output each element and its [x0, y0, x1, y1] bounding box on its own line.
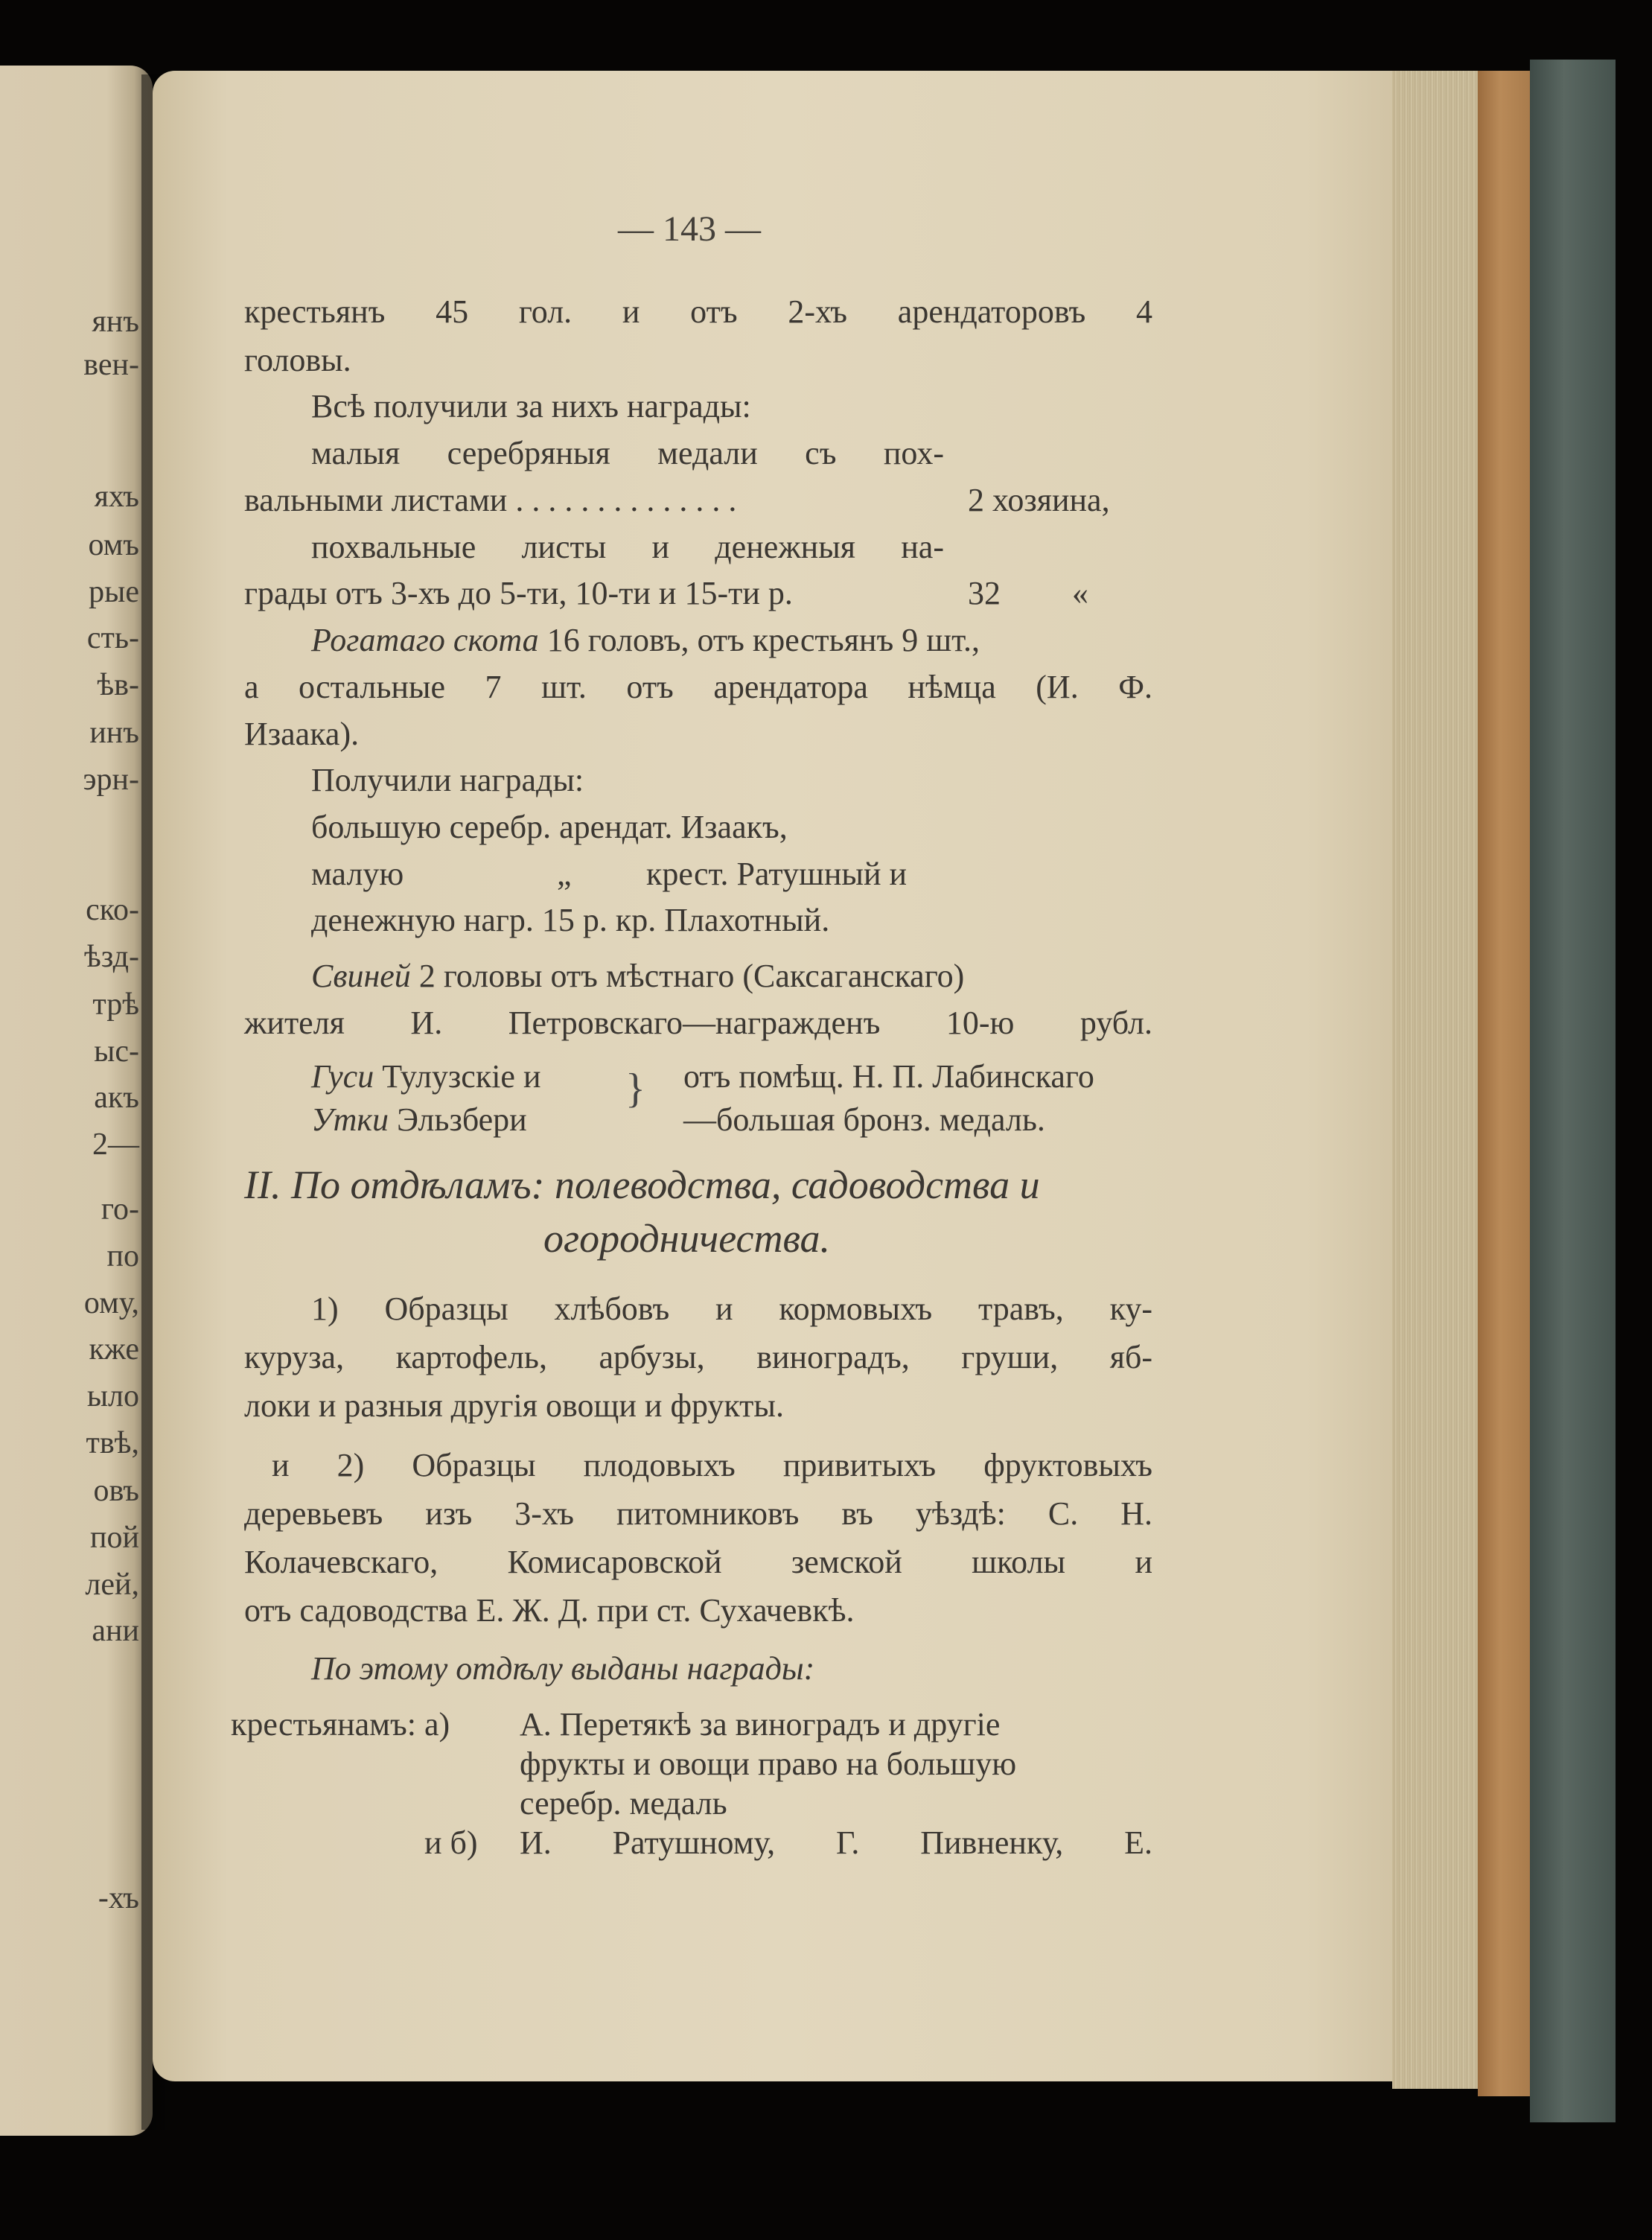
- text-line: и 2) Образцы плодовыхъ привитыхъ фруктовыхъ: [272, 1447, 1152, 1483]
- left-fragment: овъ: [93, 1474, 139, 1508]
- text-line: деревьевъ изъ 3-хъ питомниковъ въ уѣздѣ: С. Н.: [244, 1495, 1152, 1532]
- text-line: денежную нагр. 15 р. кр. Плахотный.: [311, 902, 830, 938]
- text-line: отъ помѣщ. Н. П. Лабинскаго: [683, 1058, 1094, 1095]
- text-line: Изаака).: [244, 716, 360, 752]
- text-line: „: [557, 856, 572, 892]
- left-fragment: ани: [92, 1614, 139, 1648]
- left-fragment: -хъ: [98, 1881, 139, 1915]
- left-fragment: пой: [90, 1521, 139, 1555]
- text-line: [311, 621, 980, 659]
- text-line: А. Перетякѣ за виноградъ и другіе: [520, 1706, 1001, 1743]
- left-fragment: 2—: [92, 1127, 139, 1162]
- left-fragment: ыло: [86, 1379, 139, 1413]
- left-fragment: лей,: [85, 1568, 139, 1602]
- left-fragment: го-: [101, 1192, 139, 1226]
- left-fragment: янъ: [92, 305, 139, 339]
- brace: }: [625, 1066, 645, 1112]
- book-board: [1530, 60, 1616, 2122]
- left-page: [0, 66, 153, 2136]
- left-fragment: ско-: [86, 893, 139, 927]
- left-fragment: кже: [89, 1332, 139, 1366]
- text-line: По этому отдѣлу выданы награды:: [311, 1650, 815, 1687]
- left-fragment: инъ: [89, 716, 139, 750]
- text-line: [311, 1057, 541, 1095]
- text-line: а остальные 7 шт. отъ арендатора нѣмца (И. Ф.: [244, 669, 1152, 705]
- page-edges: [1392, 71, 1482, 2089]
- text-line: Колачевскаго, Комисаровской земской школы и: [244, 1544, 1152, 1580]
- text-line: малыя серебряныя медали съ пох-: [311, 435, 944, 471]
- left-fragment: ѣв-: [97, 668, 139, 702]
- italic-run: Гуси: [311, 1058, 374, 1095]
- text-line: локи и разныя другія овощи и фрукты.: [244, 1387, 784, 1424]
- text-line: крест. Ратушный и: [646, 856, 908, 892]
- italic-run: Свиней: [311, 958, 411, 994]
- left-fragment: твѣ,: [86, 1426, 139, 1460]
- text-line: похвальные листы и денежныя на-: [311, 529, 944, 565]
- text-line: большую серебр. арендат. Изаакъ,: [311, 809, 788, 845]
- text-line: —большая бронз. медаль.: [683, 1101, 1045, 1138]
- text-line: И. Ратушному, Г. Пивненку, Е.: [520, 1824, 1152, 1861]
- text-line: грады отъ 3-хъ до 5-ти, 10-ти и 15-ти р.: [244, 575, 793, 611]
- text-line: 1) Образцы хлѣбовъ и кормовыхъ травъ, ку-: [311, 1291, 1152, 1327]
- text-line: и б): [424, 1824, 478, 1861]
- section-heading: огородничества.: [543, 1216, 831, 1261]
- text-line: Всѣ получили за нихъ награды:: [311, 388, 751, 424]
- italic-run: Утки: [311, 1101, 389, 1138]
- text-run: Эльзбери: [396, 1101, 527, 1138]
- left-fragment: ому,: [83, 1286, 139, 1320]
- text-line: крестьянъ 45 гол. и отъ 2-хъ арендаторовъ 4: [244, 293, 1152, 330]
- left-fragment: вен-: [83, 348, 139, 382]
- text-line: [311, 1101, 527, 1139]
- italic-run: Рогатаго скота: [311, 622, 539, 658]
- left-fragment: эрн-: [83, 763, 139, 797]
- text-run: 16 головъ, отъ крестьянъ 9 шт.,: [546, 622, 980, 658]
- left-fragment: яхъ: [94, 480, 139, 514]
- left-fragment: акъ: [94, 1081, 139, 1115]
- text-run: Тулузскіе и: [382, 1058, 541, 1095]
- text-line: «: [1072, 575, 1088, 611]
- left-fragment: омъ: [88, 528, 139, 562]
- text-line: головы.: [244, 342, 351, 378]
- text-line: куруза, картофель, арбузы, виноградъ, груши, яб-: [244, 1339, 1152, 1375]
- left-fragment: сть-: [86, 621, 139, 655]
- text-line: крестьянамъ: а): [231, 1706, 450, 1743]
- left-fragment: ыс-: [94, 1034, 139, 1069]
- left-fragment: трѣ: [92, 987, 139, 1022]
- text-line: [311, 957, 964, 995]
- text-line: Получили награды:: [311, 762, 584, 798]
- left-fragment: по: [106, 1239, 139, 1273]
- text-run: 2 головы отъ мѣстнаго (Саксаганскаго): [418, 958, 965, 994]
- section-heading: II. По отдѣламъ: полеводства, садоводства и: [244, 1162, 1040, 1207]
- text-line: малую: [311, 856, 404, 892]
- text-line: 32: [968, 575, 1001, 611]
- text-line: фрукты и овощи право на большую: [520, 1746, 1017, 1782]
- page-number: — 143 —: [618, 209, 761, 249]
- text-line: жителя И. Петровскаго—награжденъ 10-ю рубл.: [244, 1005, 1152, 1041]
- text-line: вальными листами . . . . . . . . . . . . . .: [244, 482, 737, 518]
- left-fragment: рые: [89, 575, 139, 609]
- book-cover-edge: [1478, 71, 1534, 2096]
- left-fragment: ѣзд-: [84, 940, 139, 974]
- text-line: отъ садоводства Е. Ж. Д. при ст. Сухачевкѣ.: [244, 1592, 855, 1629]
- text-line: серебр. медаль: [520, 1785, 727, 1821]
- text-line: 2 хозяина,: [968, 482, 1110, 518]
